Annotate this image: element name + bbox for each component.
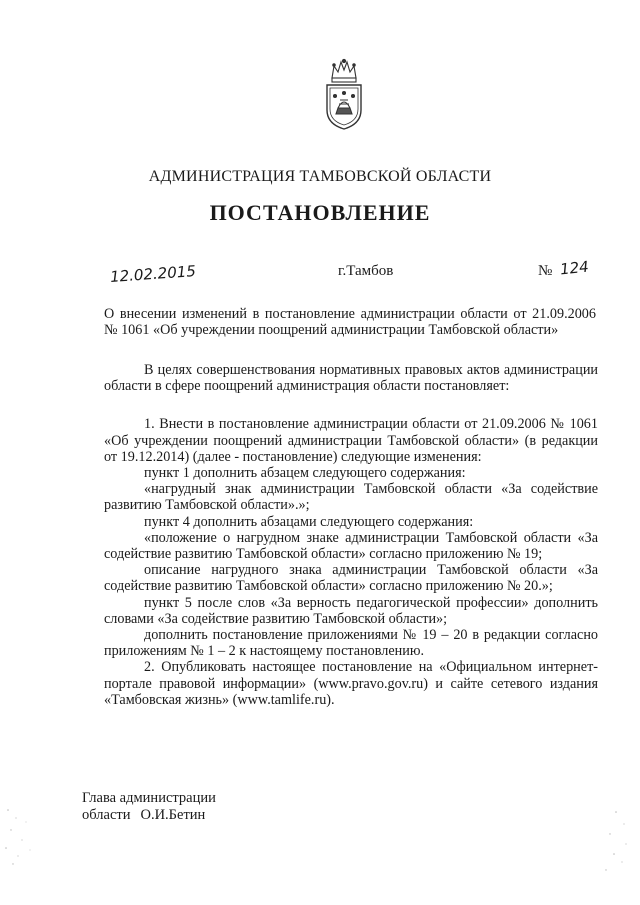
handwritten-date: 12.02.2015 (109, 262, 197, 286)
signatory-name: О.И.Бетин (140, 807, 206, 823)
issuing-authority: АДМИНИСТРАЦИЯ ТАМБОВСКОЙ ОБЛАСТИ (148, 168, 492, 185)
preamble: В целях совершенствования нормативных правовых актов администрации области в сфере поощрений администрация области постановляет: (104, 362, 598, 395)
signatory-title-line2: области (82, 807, 131, 823)
scan-noise-left (2, 800, 42, 880)
document-subject: О внесении изменений в постановление администрации области от 21.09.2006 № 1061 «Об учреждении поощрений администрации Тамбовской области» (104, 306, 596, 338)
scan-noise-right (596, 800, 636, 880)
paragraph: дополнить постановление приложениями № 19 – 20 в редакции согласно приложениям № 1 – 2 к настоящему постановлению. (104, 627, 598, 660)
paragraph: 1. Внести в постановление администрации области от 21.09.2006 № 1061 «Об учреждении поощрений администрации Тамбовской области» (в редакции от 19.12.2014) (далее - постановление) следующие изменения: (104, 416, 598, 465)
paragraph: описание нагрудного знака администрации Тамбовской области «За содействие развитию Тамбовской области» согласно приложению № 20.»; (104, 562, 598, 595)
city-label: г.Тамбов (338, 263, 394, 279)
paragraph: «нагрудный знак администрации Тамбовской области «За содействие развитию Тамбовской области».»; (104, 481, 598, 514)
handwritten-number: 124 (559, 257, 590, 279)
paragraph: 2. Опубликовать настоящее постановление на «Официальном интернет-портале правовой информации» (www.pravo.gov.ru) и сайте сетевого издания «Тамбовская жизнь» (www.tamlife.ru). (104, 659, 598, 708)
number-sign: № (538, 263, 553, 279)
paragraph: пункт 4 дополнить абзацами следующего содержания: (144, 513, 474, 530)
paragraph: пункт 5 после слов «За верность педагогической профессии» дополнить словами «За содействие развитию Тамбовской области»; (104, 594, 598, 627)
paragraph: «положение о нагрудном знаке администрации Тамбовской области «За содействие развитию Тамбовской области» согласно приложению № 19; (104, 529, 598, 563)
document-body (104, 362, 598, 708)
signature-block (82, 790, 216, 824)
signatory-title-line1: Глава администрации (82, 790, 216, 806)
paragraph: пункт 1 дополнить абзацем следующего содержания: (144, 465, 466, 482)
document-type-title: ПОСТАНОВЛЕНИЕ (209, 200, 431, 225)
tambov-coat-of-arms-icon (322, 58, 366, 130)
